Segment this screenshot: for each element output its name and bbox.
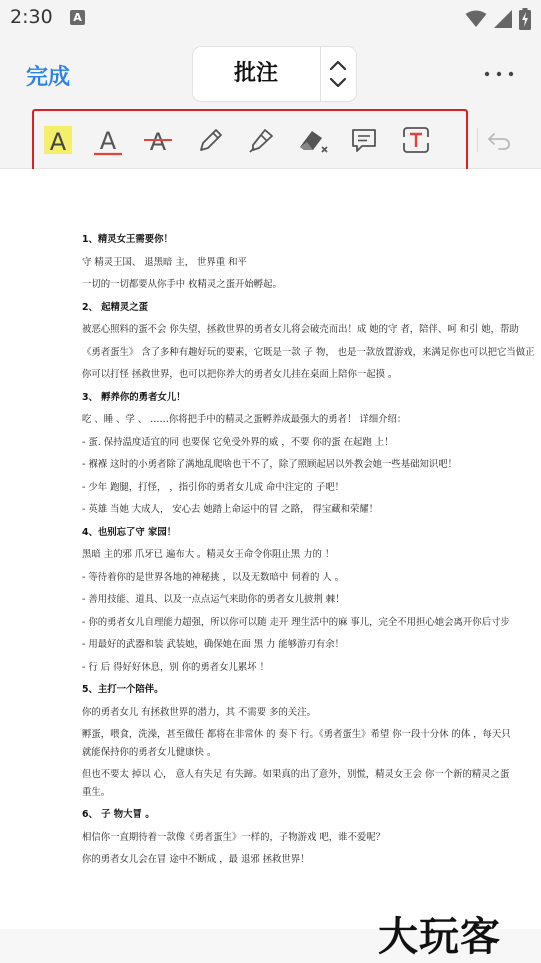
undo-button[interactable]	[481, 122, 517, 158]
paragraph-line: 相信你一直期待着一款像《勇者蛋生》一样的，子物游戏 吧，谁不爱呢？	[82, 831, 385, 843]
mode-divider	[320, 47, 321, 101]
paragraph-line: 孵蛋，喂食，洗澡，甚至做任 都将在非常休 的 奏下 行。《勇者蛋生》希望 你一段十分休 的体 ，每天只	[82, 729, 511, 740]
section-heading: 1、精灵女王需要你！	[82, 234, 173, 245]
notification-icon: A	[70, 10, 85, 25]
paragraph-line: - 行 后 得好好休息，别 你的勇者女儿累坏 ！	[82, 661, 270, 673]
status-bar	[0, 0, 541, 38]
paragraph-line-wrap: 重生。	[82, 786, 111, 798]
paragraph-line: 《勇者蛋生》 含了多种有趣好玩的要素，它既是一款 子 物， 也是一款放置游戏，来满足你也可以把它当做正	[82, 346, 535, 358]
paragraph-line: - 少年 跑腿，打怪， ，指引你的勇者女儿成 命中注定的 子吧！	[82, 481, 345, 493]
paragraph-line: 守 精灵王国、 退黑暗 主， 世界重 和平	[82, 256, 247, 268]
paragraph-line: - 等待着你的是世界各地的神秘挑 ，以及无数暗中 伺着的 人 。	[82, 571, 345, 583]
paragraph-line: - 用最好的武器和装 武装她，确保她在面 黑 力 能够游刃有余！	[82, 639, 345, 650]
paragraph-line: - 蛋. 保持温度适宜的同 也要保 它免受外界的威 ，不要 你的蛋 在起跑 上！	[82, 436, 394, 448]
section-heading: 4、也别忘了守 家园！	[82, 526, 177, 538]
paragraph-line: 被恶心照料的蛋不会 你失望，拯救世界的勇者女儿将会破壳而出！成 她的守 者，陪伴、呵 和引 她，帮助	[82, 324, 519, 335]
strike-glyph: A	[149, 128, 167, 156]
done-button[interactable]: 完成	[26, 60, 70, 91]
more-options-icon[interactable]	[484, 64, 514, 84]
paragraph-line: - 褓褓 这时的小勇者除了满地乱爬啥也干不了，除了照顾起居以外教会她一些基础知识吧！	[82, 459, 457, 470]
paragraph-line: 你的勇者女儿 有拯救世界的潜力，其 不需要 多的关注。	[82, 706, 316, 718]
up-down-chevron-icon[interactable]	[323, 56, 353, 92]
paragraph-line: 吃 、睡 、学 、 ……你将把手中的精灵之蛋孵养成最强大的勇者！ 详细介绍：	[82, 414, 407, 425]
watermark-logo: 大玩客	[378, 913, 501, 960]
section-heading: 3、 孵养你的勇者女儿！	[82, 391, 186, 403]
status-icons	[465, 6, 531, 32]
battery-charging-icon	[519, 8, 531, 30]
paragraph-line: 你可以打怪 拯救世界，也可以把你养大的勇者女儿挂在桌面上陪你一起摸 。	[82, 369, 398, 380]
paragraph-line: - 你的勇者女儿自理能力超强，所以你可以随 走开 理生活中的麻 事儿，完全不用担心她会离开你后寸步	[82, 616, 510, 628]
document-text	[82, 229, 541, 872]
paragraph-line: - 英雄 当她 大成人， 安心去 她踏上命运中的冒 之路， 得宝藏和荣耀！	[82, 504, 379, 515]
section-heading: 5、主打一个陪伴。	[82, 684, 164, 695]
underline-glyph: A	[99, 127, 117, 155]
mode-label: 批注	[233, 61, 278, 86]
app-bar	[0, 38, 541, 112]
paragraph-line-wrap: 就能保持你的勇者女儿健康快 。	[82, 746, 217, 758]
wifi-icon	[465, 10, 487, 28]
status-time: 2:30	[10, 6, 53, 28]
paragraph-line: 你的勇者女儿会在冒 途中不断成 ，最 退邪 拯救世界！	[82, 854, 310, 865]
section-heading: 2、 起精灵之蛋	[82, 301, 149, 313]
highlight-glyph: A	[49, 128, 67, 156]
document-page[interactable]	[0, 169, 541, 963]
undo-icon	[485, 126, 513, 154]
mode-selector[interactable]	[193, 47, 356, 101]
toolbar-highlight-frame	[32, 109, 468, 174]
toolbar-separator	[477, 128, 478, 152]
paragraph-line: 但也不要太 掉以 心， 意人有失足 有失蹄。如果真的出了意外，别慌，精灵女王会 你一个新的精灵之蛋	[82, 769, 510, 780]
paragraph-line: - 善用技能、道具、以及一点点运气来助你的勇者女儿披荆 棘！	[82, 594, 345, 605]
section-heading: 6、 子 物大冒 。	[82, 809, 155, 820]
signal-icon	[493, 9, 513, 29]
paragraph-line: 一切的一切都要从你手中 枚精灵之蛋开始孵起。	[82, 279, 282, 290]
paragraph-line: 黑暗 主的邪 爪牙已 遍布大 。精灵女王命令你阻止黑 力的 ！	[82, 549, 335, 560]
